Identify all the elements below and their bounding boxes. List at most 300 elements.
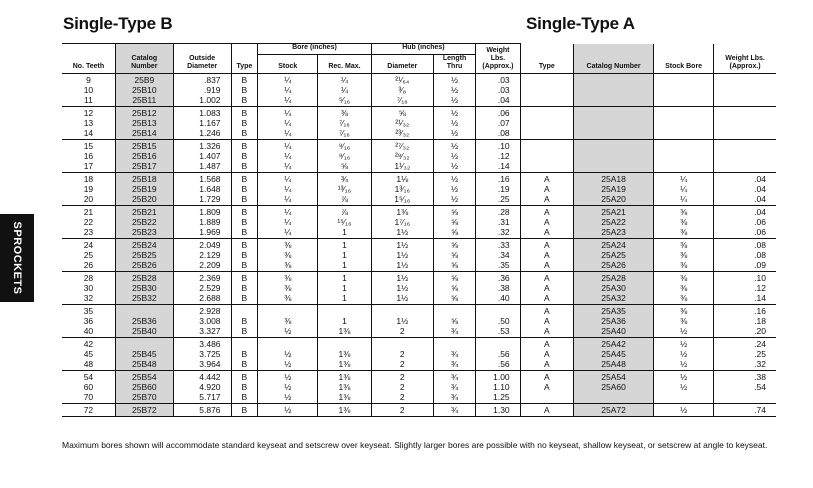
cell-catalog-a bbox=[574, 107, 654, 119]
cell-hub-length: ½ bbox=[433, 74, 475, 86]
cell-bore-stock: ¼ bbox=[258, 151, 318, 161]
cell-teeth: 32 bbox=[62, 293, 115, 305]
cell-hub-diameter: 1⁷⁄₁₆ bbox=[371, 217, 433, 227]
cell-hub-diameter: 2 bbox=[371, 326, 433, 338]
cell-catalog-a: 25A23 bbox=[574, 227, 654, 239]
table-row bbox=[62, 404, 776, 417]
cell-hub-length: ½ bbox=[433, 194, 475, 206]
header-catalog-b: Catalog Number bbox=[115, 44, 173, 74]
cell-bore-max: 1 bbox=[318, 227, 371, 239]
cell-stock-bore-a: ½ bbox=[680, 349, 688, 359]
cell-stock-bore-a bbox=[654, 151, 714, 161]
cell-bore-max: 1⅜ bbox=[318, 392, 371, 404]
cell-type-a bbox=[520, 128, 573, 140]
cell-hub-length: ⅝ bbox=[433, 293, 475, 305]
table-row bbox=[62, 305, 776, 317]
cell-weight-b bbox=[476, 305, 520, 317]
cell-catalog-a: 25A18 bbox=[574, 173, 654, 185]
cell-catalog-a: 25A40 bbox=[574, 326, 654, 338]
cell-hub-diameter bbox=[371, 338, 433, 350]
cell-teeth: 20 bbox=[62, 194, 115, 206]
cell-catalog-a: 25A36 bbox=[574, 316, 654, 326]
cell-weight-b: .28 bbox=[476, 206, 520, 218]
cell-hub-length: ⅝ bbox=[433, 239, 475, 251]
cell-hub-diameter: ²¹⁄₃₂ bbox=[371, 118, 433, 128]
cell-hub-diameter: 1½ bbox=[371, 293, 433, 305]
cell-teeth: 17 bbox=[62, 161, 115, 173]
cell-stock-bore-a: ⅜ bbox=[680, 207, 688, 217]
cell-hub-diameter: 1½ bbox=[371, 250, 433, 260]
cell-weight-b: .36 bbox=[476, 272, 520, 284]
cell-stock-bore-a: ⅜ bbox=[680, 306, 688, 316]
cell-outside-diameter: 1.246 bbox=[173, 128, 231, 140]
cell-weight-b: .32 bbox=[476, 227, 520, 239]
header-weight-b: Weight Lbs. (Approx.) bbox=[476, 44, 520, 74]
cell-hub-diameter: 1½ bbox=[371, 316, 433, 326]
header-type-b: Type bbox=[231, 44, 258, 74]
cell-bore-stock: ½ bbox=[258, 404, 318, 417]
cell-stock-bore-a bbox=[654, 85, 714, 95]
cell-outside-diameter: 2.928 bbox=[199, 306, 221, 316]
cell-type-b: B bbox=[231, 74, 258, 86]
table-row bbox=[62, 239, 776, 251]
cell-type-b: B bbox=[231, 260, 258, 272]
cell-weight-b: .19 bbox=[476, 184, 520, 194]
cell-hub-length: ¾ bbox=[433, 326, 475, 338]
cell-teeth: 40 bbox=[62, 326, 115, 338]
cell-weight-b: .04 bbox=[476, 95, 520, 107]
cell-type-b: B bbox=[231, 349, 258, 359]
cell-catalog-a bbox=[574, 74, 654, 86]
cell-bore-max: ⅞ bbox=[318, 194, 371, 206]
table-row bbox=[62, 74, 776, 86]
table-row bbox=[62, 107, 776, 119]
cell-weight-b: 1.10 bbox=[476, 382, 520, 392]
cell-type-a: A bbox=[544, 349, 550, 359]
cell-teeth: 48 bbox=[62, 359, 115, 371]
cell-catalog-b: 25B12 bbox=[115, 107, 173, 119]
cell-bore-max: 1 bbox=[318, 260, 371, 272]
cell-stock-bore-a: ½ bbox=[654, 359, 714, 371]
cell-bore-max: ⁹⁄₁₆ bbox=[318, 151, 371, 161]
cell-weight-b: .14 bbox=[476, 161, 520, 173]
cell-teeth: 28 bbox=[83, 273, 94, 283]
cell-type-a: A bbox=[544, 382, 550, 392]
cell-weight-b: .25 bbox=[476, 194, 520, 206]
cell-type-b: B bbox=[231, 95, 258, 107]
header-hub-length: Length Thru bbox=[433, 55, 475, 74]
cell-teeth: 19 bbox=[83, 184, 94, 194]
cell-teeth: 15 bbox=[83, 141, 94, 151]
cell-bore-max: ¼ bbox=[318, 85, 371, 95]
header-bore-stock: Stock bbox=[258, 55, 318, 74]
cell-catalog-a: 25A54 bbox=[574, 371, 654, 383]
cell-hub-diameter: 1½ bbox=[371, 272, 433, 284]
cell-catalog-b: 25B9 bbox=[115, 74, 173, 86]
cell-bore-stock: ⅜ bbox=[258, 260, 318, 272]
cell-catalog-b bbox=[115, 305, 173, 317]
table-row bbox=[62, 140, 776, 152]
cell-weight-a: .54 bbox=[714, 382, 776, 392]
cell-weight-b: .34 bbox=[476, 250, 520, 260]
table-row bbox=[62, 206, 776, 218]
cell-teeth: 18 bbox=[83, 174, 94, 184]
cell-hub-diameter: ²⁷⁄₃₂ bbox=[371, 140, 433, 152]
cell-hub-diameter: 1⁵⁄₁₆ bbox=[371, 194, 433, 206]
cell-type-a bbox=[520, 107, 573, 119]
cell-type-a: A bbox=[520, 404, 573, 417]
cell-outside-diameter: 1.487 bbox=[173, 161, 231, 173]
cell-stock-bore-a bbox=[654, 392, 714, 404]
cell-weight-b: .53 bbox=[476, 326, 520, 338]
cell-bore-stock bbox=[258, 305, 318, 317]
cell-catalog-b: 25B23 bbox=[115, 227, 173, 239]
cell-teeth: 60 bbox=[83, 382, 94, 392]
cell-bore-stock: ½ bbox=[258, 392, 318, 404]
cell-type-b: B bbox=[231, 283, 258, 293]
cell-catalog-b: 25B40 bbox=[115, 326, 173, 338]
cell-catalog-b: 25B36 bbox=[115, 316, 173, 326]
cell-type-b bbox=[231, 338, 258, 350]
header-stock-bore-a: Stock Bore bbox=[654, 44, 714, 74]
cell-type-a: A bbox=[544, 316, 550, 326]
cell-teeth: 25 bbox=[83, 250, 94, 260]
cell-outside-diameter: 3.008 bbox=[199, 316, 221, 326]
cell-teeth: 45 bbox=[83, 349, 94, 359]
side-tab bbox=[0, 214, 34, 302]
cell-outside-diameter: 2.369 bbox=[199, 273, 221, 283]
cell-outside-diameter: 5.876 bbox=[173, 404, 231, 417]
cell-type-b: B bbox=[231, 194, 258, 206]
table-row bbox=[62, 382, 776, 392]
cell-teeth: 22 bbox=[83, 217, 94, 227]
cell-bore-stock bbox=[258, 338, 318, 350]
table-row bbox=[62, 173, 776, 185]
cell-type-a: A bbox=[544, 283, 550, 293]
cell-bore-stock: ⅜ bbox=[258, 283, 318, 293]
header-outside-diameter: Outside Diameter bbox=[173, 44, 231, 74]
cell-outside-diameter: 1.969 bbox=[173, 227, 231, 239]
cell-weight-a: .20 bbox=[714, 326, 776, 338]
cell-catalog-b: 25B10 bbox=[115, 85, 173, 95]
cell-catalog-b: 25B45 bbox=[115, 349, 173, 359]
cell-type-a: A bbox=[544, 250, 550, 260]
cell-type-a bbox=[520, 118, 573, 128]
cell-weight-b: .38 bbox=[476, 283, 520, 293]
cell-hub-length: ½ bbox=[433, 85, 475, 95]
cell-teeth: 14 bbox=[62, 128, 115, 140]
cell-catalog-b bbox=[115, 338, 173, 350]
cell-teeth: 9 bbox=[86, 75, 91, 85]
cell-hub-diameter: ³⁄₈ bbox=[371, 85, 433, 95]
table-row bbox=[62, 151, 776, 161]
cell-outside-diameter: 1.167 bbox=[199, 118, 221, 128]
cell-bore-stock: ¼ bbox=[258, 161, 318, 173]
cell-type-a: A bbox=[520, 227, 573, 239]
sprocket-table bbox=[62, 43, 776, 417]
cell-weight-a: .38 bbox=[714, 371, 776, 383]
cell-bore-stock: ⅜ bbox=[258, 239, 318, 251]
cell-weight-b: .12 bbox=[476, 151, 520, 161]
cell-weight-a: .12 bbox=[714, 283, 776, 293]
cell-teeth: 36 bbox=[83, 316, 94, 326]
cell-weight-b: 1.25 bbox=[476, 392, 520, 404]
cell-catalog-a: 25A30 bbox=[574, 283, 654, 293]
cell-weight-b: .40 bbox=[476, 293, 520, 305]
cell-type-a bbox=[520, 95, 573, 107]
cell-type-b: B bbox=[231, 272, 258, 284]
cell-bore-max: ⁷⁄₁₆ bbox=[318, 118, 371, 128]
cell-hub-length: ¾ bbox=[433, 392, 475, 404]
cell-outside-diameter: 2.049 bbox=[199, 240, 221, 250]
cell-type-b: B bbox=[231, 206, 258, 218]
cell-catalog-b: 25B60 bbox=[115, 382, 173, 392]
cell-catalog-b: 25B48 bbox=[115, 359, 173, 371]
cell-bore-max: 1 bbox=[318, 293, 371, 305]
cell-stock-bore-a: ½ bbox=[654, 404, 714, 417]
cell-stock-bore-a: ⅜ bbox=[654, 293, 714, 305]
cell-type-b bbox=[231, 305, 258, 317]
cell-stock-bore-a: ¼ bbox=[654, 194, 714, 206]
cell-weight-b: .35 bbox=[476, 260, 520, 272]
cell-type-a: A bbox=[544, 240, 550, 250]
cell-bore-max bbox=[318, 338, 371, 350]
cell-catalog-a bbox=[574, 161, 654, 173]
cell-weight-a: .09 bbox=[714, 260, 776, 272]
table-row bbox=[62, 128, 776, 140]
cell-hub-diameter: 1½ bbox=[371, 260, 433, 272]
cell-type-a bbox=[520, 85, 573, 95]
cell-bore-max: 1⅜ bbox=[318, 404, 371, 417]
cell-outside-diameter: 1.648 bbox=[199, 184, 221, 194]
cell-teeth: 23 bbox=[62, 227, 115, 239]
cell-type-a: A bbox=[520, 194, 573, 206]
table-row bbox=[62, 359, 776, 371]
table-row bbox=[62, 95, 776, 107]
cell-catalog-b: 25B30 bbox=[115, 283, 173, 293]
cell-hub-diameter bbox=[371, 305, 433, 317]
cell-weight-a: .32 bbox=[714, 359, 776, 371]
cell-bore-stock: ¼ bbox=[258, 217, 318, 227]
cell-hub-diameter: 1¹⁄₃₂ bbox=[371, 161, 433, 173]
cell-bore-max: ⁷⁄₁₆ bbox=[318, 128, 371, 140]
cell-weight-a bbox=[714, 95, 776, 107]
table-row bbox=[62, 392, 776, 404]
cell-outside-diameter: 3.327 bbox=[173, 326, 231, 338]
table-row bbox=[62, 338, 776, 350]
footnote: Maximum bores shown will accommodate standard keyseat and setscrew over keyseat. Slightly larger bores are possible with no keyseat, shallow keyseat, or setscrew at angle to keyseat. bbox=[62, 440, 768, 450]
cell-catalog-b: 25B13 bbox=[115, 118, 173, 128]
cell-weight-a: .04 bbox=[714, 206, 776, 218]
cell-weight-a: .04 bbox=[714, 184, 776, 194]
cell-bore-max: 1 bbox=[318, 250, 371, 260]
cell-weight-a: .08 bbox=[714, 250, 776, 260]
cell-type-b: B bbox=[231, 326, 258, 338]
cell-stock-bore-a: ¼ bbox=[680, 174, 688, 184]
cell-catalog-a bbox=[574, 140, 654, 152]
header-hub-group: Hub (inches) bbox=[371, 44, 476, 55]
cell-weight-a: .25 bbox=[714, 349, 776, 359]
cell-type-b: B bbox=[231, 118, 258, 128]
cell-hub-diameter: 2 bbox=[371, 404, 433, 417]
header-teeth: No. Teeth bbox=[62, 44, 115, 74]
cell-stock-bore-a: ½ bbox=[680, 372, 688, 382]
cell-hub-length: ½ bbox=[433, 184, 475, 194]
cell-hub-length: ¾ bbox=[433, 359, 475, 371]
cell-outside-diameter: 1.002 bbox=[173, 95, 231, 107]
cell-bore-stock: ⅜ bbox=[258, 250, 318, 260]
cell-type-a: A bbox=[520, 359, 573, 371]
cell-hub-diameter: ⁷⁄₁₆ bbox=[371, 95, 433, 107]
cell-bore-max: ¹³⁄₁₆ bbox=[318, 184, 371, 194]
cell-outside-diameter: 2.209 bbox=[173, 260, 231, 272]
cell-weight-b: 1.30 bbox=[476, 404, 520, 417]
cell-stock-bore-a bbox=[654, 161, 714, 173]
cell-catalog-a bbox=[574, 95, 654, 107]
cell-teeth: 11 bbox=[62, 95, 115, 107]
cell-hub-length: ½ bbox=[433, 118, 475, 128]
cell-bore-max: 1 bbox=[318, 316, 371, 326]
cell-hub-diameter: ⅝ bbox=[371, 107, 433, 119]
table-row bbox=[62, 283, 776, 293]
cell-type-b: B bbox=[231, 184, 258, 194]
cell-hub-length bbox=[433, 338, 475, 350]
cell-hub-length: ½ bbox=[433, 107, 475, 119]
cell-weight-a: .18 bbox=[714, 316, 776, 326]
cell-weight-a: .24 bbox=[714, 338, 776, 350]
cell-type-b: B bbox=[231, 107, 258, 119]
cell-teeth: 70 bbox=[62, 392, 115, 404]
cell-bore-stock: ¼ bbox=[258, 95, 318, 107]
cell-hub-length: ⅝ bbox=[433, 260, 475, 272]
cell-teeth: 42 bbox=[83, 339, 94, 349]
cell-type-b: B bbox=[231, 359, 258, 371]
cell-hub-length: ½ bbox=[433, 151, 475, 161]
cell-bore-stock: ¼ bbox=[258, 184, 318, 194]
cell-bore-max: ⅞ bbox=[318, 206, 371, 218]
cell-type-b: B bbox=[231, 371, 258, 383]
cell-bore-stock: ¼ bbox=[258, 128, 318, 140]
cell-catalog-b: 25B18 bbox=[115, 173, 173, 185]
cell-teeth: 24 bbox=[83, 240, 94, 250]
cell-bore-max: ⅜ bbox=[318, 107, 371, 119]
cell-teeth: 26 bbox=[62, 260, 115, 272]
cell-bore-stock: ½ bbox=[258, 371, 318, 383]
cell-weight-a bbox=[714, 392, 776, 404]
cell-bore-stock: ½ bbox=[258, 349, 318, 359]
cell-weight-b: .56 bbox=[476, 359, 520, 371]
cell-catalog-a: 25A45 bbox=[574, 349, 654, 359]
cell-weight-a: .10 bbox=[714, 272, 776, 284]
cell-weight-b: .08 bbox=[476, 128, 520, 140]
cell-hub-length: ¾ bbox=[433, 371, 475, 383]
cell-type-a bbox=[520, 151, 573, 161]
cell-catalog-a: 25A35 bbox=[574, 305, 654, 317]
cell-type-a: A bbox=[544, 339, 550, 349]
cell-hub-diameter: 1½ bbox=[371, 239, 433, 251]
table-row bbox=[62, 194, 776, 206]
cell-weight-b: .31 bbox=[476, 217, 520, 227]
cell-bore-stock: ¼ bbox=[258, 227, 318, 239]
cell-hub-diameter: 2 bbox=[371, 392, 433, 404]
title-single-type-b: Single-Type B bbox=[63, 14, 173, 33]
cell-weight-a bbox=[714, 128, 776, 140]
cell-weight-b: .06 bbox=[476, 107, 520, 119]
header-type-a: Type bbox=[520, 44, 573, 74]
cell-catalog-b: 25B70 bbox=[115, 392, 173, 404]
cell-weight-a: .04 bbox=[714, 194, 776, 206]
cell-hub-diameter: 1½ bbox=[371, 283, 433, 293]
header-catalog-a: Catalog Number bbox=[574, 44, 654, 74]
cell-catalog-a bbox=[574, 118, 654, 128]
cell-teeth: 13 bbox=[83, 118, 94, 128]
cell-type-a: A bbox=[544, 372, 550, 382]
cell-hub-length: ⅝ bbox=[433, 206, 475, 218]
cell-stock-bore-a: ⅜ bbox=[680, 316, 688, 326]
cell-type-b: B bbox=[231, 293, 258, 305]
cell-weight-b: .07 bbox=[476, 118, 520, 128]
cell-stock-bore-a bbox=[654, 74, 714, 86]
cell-type-b: B bbox=[231, 173, 258, 185]
cell-hub-length: ½ bbox=[433, 161, 475, 173]
cell-catalog-a: 25A32 bbox=[574, 293, 654, 305]
cell-outside-diameter: 1.407 bbox=[199, 151, 221, 161]
table-row bbox=[62, 227, 776, 239]
header-bore-max: Rec. Max. bbox=[318, 55, 371, 74]
cell-hub-diameter: 2 bbox=[371, 371, 433, 383]
cell-stock-bore-a: ½ bbox=[680, 382, 688, 392]
cell-type-b: B bbox=[231, 392, 258, 404]
cell-outside-diameter: 1.729 bbox=[173, 194, 231, 206]
cell-type-a: A bbox=[544, 184, 550, 194]
cell-hub-length: ⅝ bbox=[433, 272, 475, 284]
table-row bbox=[62, 184, 776, 194]
cell-hub-length: ⅝ bbox=[433, 227, 475, 239]
cell-weight-a bbox=[714, 140, 776, 152]
cell-weight-a bbox=[714, 151, 776, 161]
cell-type-a bbox=[520, 161, 573, 173]
cell-bore-max: 1 bbox=[318, 239, 371, 251]
cell-bore-max: ⅝ bbox=[318, 161, 371, 173]
cell-teeth: 72 bbox=[62, 404, 115, 417]
cell-outside-diameter: 3.964 bbox=[173, 359, 231, 371]
cell-weight-b: .10 bbox=[476, 140, 520, 152]
cell-stock-bore-a: ⅜ bbox=[680, 273, 688, 283]
cell-hub-length: ½ bbox=[433, 128, 475, 140]
cell-hub-diameter: 1⅛ bbox=[371, 173, 433, 185]
side-tab-label: SPROCKETS bbox=[11, 221, 23, 295]
cell-type-a: A bbox=[544, 207, 550, 217]
cell-bore-stock: ¼ bbox=[258, 107, 318, 119]
cell-bore-stock: ¼ bbox=[258, 118, 318, 128]
cell-outside-diameter: 4.442 bbox=[199, 372, 221, 382]
cell-catalog-b: 25B24 bbox=[115, 239, 173, 251]
cell-weight-a: .16 bbox=[714, 305, 776, 317]
cell-hub-diameter: 1⅜ bbox=[371, 206, 433, 218]
cell-hub-length: ½ bbox=[433, 173, 475, 185]
cell-outside-diameter: 2.529 bbox=[199, 283, 221, 293]
cell-outside-diameter: 4.920 bbox=[199, 382, 221, 392]
cell-bore-max: 1⅜ bbox=[318, 326, 371, 338]
cell-catalog-a: 25A42 bbox=[574, 338, 654, 350]
cell-bore-stock: ¼ bbox=[258, 85, 318, 95]
cell-type-b: B bbox=[231, 140, 258, 152]
cell-catalog-a: 25A48 bbox=[574, 359, 654, 371]
cell-teeth: 35 bbox=[83, 306, 94, 316]
cell-type-b: B bbox=[231, 382, 258, 392]
cell-type-b: B bbox=[231, 161, 258, 173]
cell-teeth: 54 bbox=[83, 372, 94, 382]
